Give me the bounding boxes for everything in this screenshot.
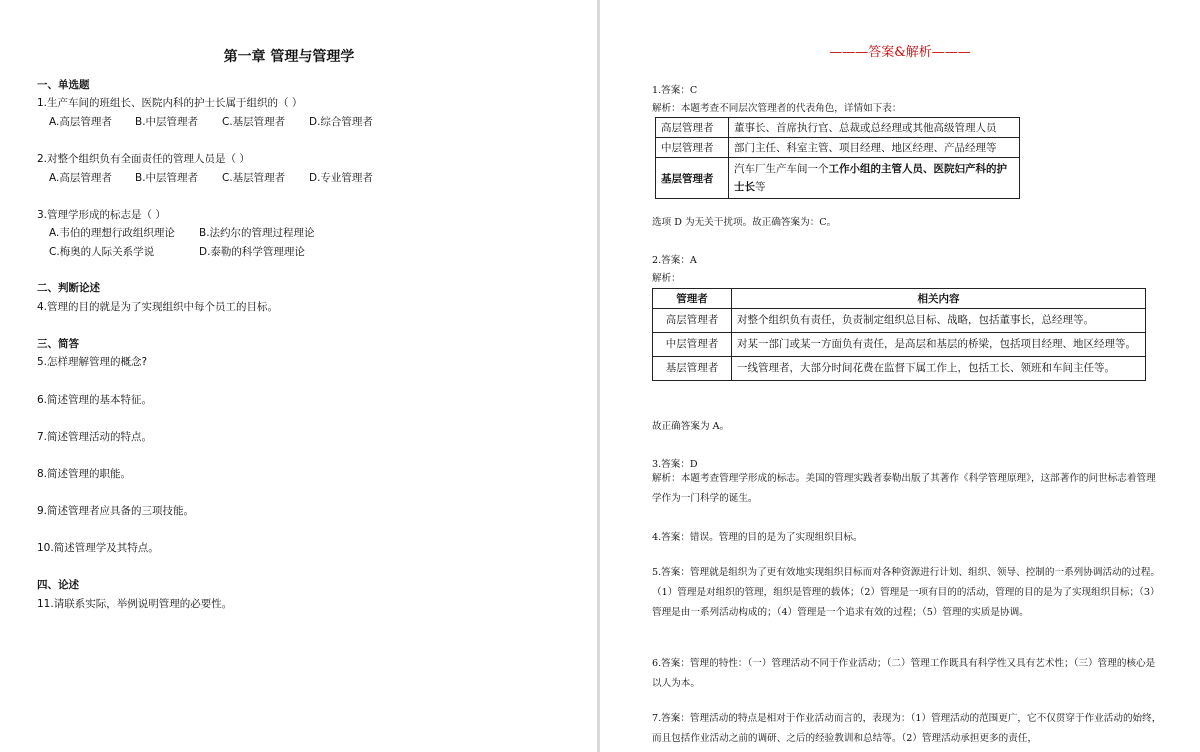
table-header-row <box>653 289 1146 309</box>
section-heading-single-choice: 一、单选题 <box>37 79 90 91</box>
question-1: 1.生产车间的班组长、医院内科的护士长属于组织的（ ） <box>37 97 303 109</box>
table-cell-content: 一线管理者，大部分时间花费在监督下属工作上，包括工长、领班和车间主任等。 <box>732 357 1146 381</box>
table-cell-role: 高层管理者 <box>653 309 732 333</box>
question-4: 4.管理的目的就是为了实现组织中每个员工的目标。 <box>37 301 279 313</box>
section-heading-short-answer: 三、简答 <box>37 338 79 350</box>
chapter-title: 第一章 管理与管理学 <box>223 49 355 65</box>
content-text: 汽车厂生产车间一个 <box>734 163 829 175</box>
answer-5: 5.答案：管理就是组织为了更有效地实现组织目标而对各种资源进行计划、组织、领导、控制的一系列协调活动的过程。（1）管理是对组织的管理，组织是管理的载体；（2）管理是一项有目的的活动，管理的目的是为了实现组织目标；（3）管理是由一系列活动构成的；（4）管理是一个追求有效的过程；（5）管理的实质是协调。 <box>652 567 1161 618</box>
analysis-2: 解析： <box>652 273 681 284</box>
table-cell-role: 高层管理者 <box>656 118 729 138</box>
table-header-content: 相关内容 <box>732 289 1146 309</box>
table-header-role: 管理者 <box>653 289 732 309</box>
question-11: 11.请联系实际，举例说明管理的必要性。 <box>37 598 233 610</box>
table-row <box>656 118 1020 138</box>
question-7: 7.简述管理活动的特点。 <box>37 431 153 443</box>
question-page <box>0 0 598 752</box>
table-row <box>656 158 1020 199</box>
content-text: 等 <box>755 181 766 193</box>
table-cell-role: 中层管理者 <box>656 138 729 158</box>
q2-option-d: D.专业管理者 <box>309 172 373 184</box>
manager-levels-table <box>652 288 1146 381</box>
q2-option-c: C.基层管理者 <box>222 172 286 184</box>
answer-6: 6.答案：管理的特性：（一）管理活动不同于作业活动；（二）管理工作既具有科学性又具有艺术性；（三）管理的核心是以人为本。 <box>652 658 1156 689</box>
analysis-3: 解析：本题考查管理学形成的标志。美国的管理实践者泰勒出版了其著作《科学管理原理》，这部著作的问世标志着管理学作为一门科学的诞生。 <box>652 473 1156 504</box>
question-2: 2.对整个组织负有全面责任的管理人员是（ ） <box>37 153 250 165</box>
answer-header: ———答案&解析——— <box>829 45 971 60</box>
answer-page <box>600 0 1200 752</box>
q3-option-b: B.法约尔的管理过程理论 <box>199 227 315 239</box>
section-heading-judgment: 二、判断论述 <box>37 282 100 294</box>
answer-7: 7.答案：管理活动的特点是相对于作业活动而言的，表现为：（1）管理活动的范围更广，它不仅贯穿于作业活动的始终，而且包括作业活动之前的调研、之后的经验教训和总结等。（2）管理活动承担更多的责任， <box>652 713 1162 744</box>
manager-roles-table <box>655 117 1020 199</box>
question-8: 8.简述管理的职能。 <box>37 468 132 480</box>
table-cell-role: 中层管理者 <box>653 333 732 357</box>
q2-option-a: A.高层管理者 <box>49 172 112 184</box>
question-3: 3.管理学形成的标志是（ ） <box>37 209 166 221</box>
table-row <box>653 309 1146 333</box>
section-heading-essay: 四、论述 <box>37 579 79 591</box>
q3-option-a: A.韦伯的理想行政组织理论 <box>49 227 175 239</box>
answer-4: 4.答案：错误。管理的目的是为了实现组织目标。 <box>652 532 863 543</box>
table-cell-content: 董事长、首席执行官、总裁或总经理或其他高级管理人员 <box>729 118 1020 138</box>
table-cell-content: 对整个组织负有责任，负责制定组织总目标、战略，包括董事长，总经理等。 <box>732 309 1146 333</box>
conclusion-1: 选项 D 为无关干扰项。故正确答案为：C。 <box>652 217 837 228</box>
question-5: 5.怎样理解管理的概念? <box>37 356 148 368</box>
table-cell-role: 基层管理者 <box>656 158 729 199</box>
q1-option-d: D.综合管理者 <box>309 116 373 128</box>
q1-option-c: C.基层管理者 <box>222 116 286 128</box>
table-row <box>653 357 1146 381</box>
q2-option-b: B.中层管理者 <box>135 172 199 184</box>
q1-option-b: B.中层管理者 <box>135 116 199 128</box>
q1-option-a: A.高层管理者 <box>49 116 112 128</box>
content-highlight: 工作小组的主管人员、医院妇产科的护士长 <box>734 163 1007 193</box>
table-cell-content <box>729 158 1020 199</box>
answer-1: 1.答案：C <box>652 85 698 96</box>
question-9: 9.简述管理者应具备的三项技能。 <box>37 505 195 517</box>
conclusion-2: 故正确答案为 A。 <box>652 421 730 432</box>
analysis-1: 解析：本题考查不同层次管理者的代表角色，详情如下表： <box>652 103 902 114</box>
table-row <box>653 333 1146 357</box>
question-10: 10.简述管理学及其特点。 <box>37 542 159 554</box>
q3-option-d: D.泰勒的科学管理理论 <box>199 246 305 258</box>
table-cell-content: 对某一部门或某一方面负有责任，是高层和基层的桥梁，包括项目经理、地区经理等。 <box>732 333 1146 357</box>
q3-option-c: C.梅奥的人际关系学说 <box>49 246 155 258</box>
answer-3: 3.答案：D <box>652 459 698 470</box>
table-row <box>656 138 1020 158</box>
answer-2: 2.答案：A <box>652 255 697 266</box>
table-cell-role: 基层管理者 <box>653 357 732 381</box>
table-cell-content: 部门主任、科室主管、项目经理、地区经理、产品经理等 <box>729 138 1020 158</box>
question-6: 6.简述管理的基本特征。 <box>37 394 153 406</box>
